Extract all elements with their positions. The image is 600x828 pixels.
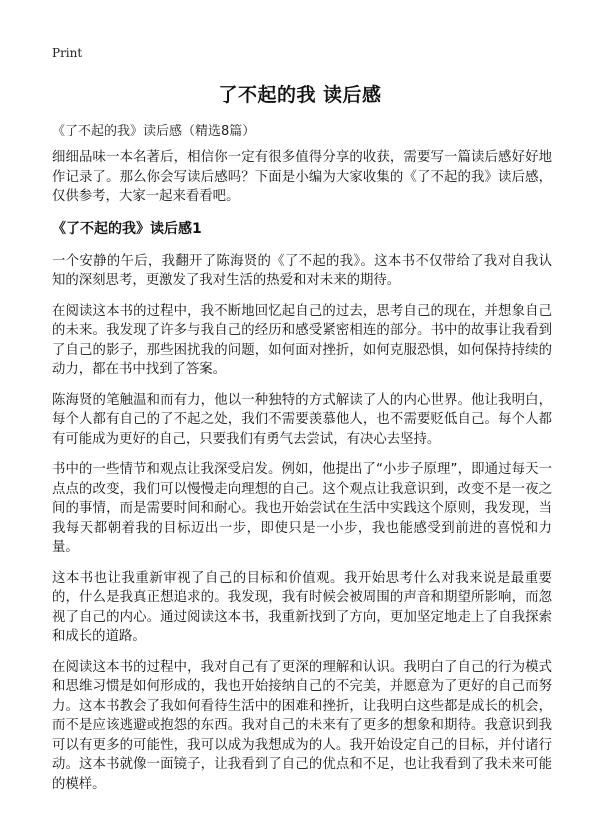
body-paragraph: 在阅读这本书的过程中，我对自己有了更深的理解和认识。我明白了自己的行为模式和思维习惯是如何形成的，我也开始接纳自己的不完美，并愿意为了更好的自己而努力。这本书教会了我如何看待生活中的困难和挫折，让我明白这些都是成长的机会，而不是应该逃避或抱怨的东西。我对自己的未来有了更多的想象和期待。我意识到我可以有更多的可能性，我可以成为我想成为的人。我开始设定自己的目标，并付诸行动。这本书就像一面镜子，让我看到了自己的优点和不足，也让我看到了我未来可能的模样。 bbox=[52, 659, 552, 792]
document-body bbox=[52, 148, 552, 805]
document-subtitle: 《了不起的我》读后感（精选8篇） bbox=[52, 124, 256, 139]
print-link[interactable]: Print bbox=[52, 46, 83, 60]
document-title: 了不起的我 读后感 bbox=[218, 84, 382, 106]
body-paragraph: 陈海贤的笔触温和而有力，他以一种独特的方式解读了人的内心世界。他让我明白，每个人都有自己的了不起之处，我们不需要羡慕他人，也不需要贬低自己。每个人都有可能成为更好的自己，只要我们有勇气去尝试，有决心去坚持。 bbox=[52, 392, 552, 447]
body-paragraph: 一个安静的午后，我翻开了陈海贤的《了不起的我》。这本书不仅带给了我对自我认知的深刻思考，更激发了我对生活的热爱和对未来的期待。 bbox=[52, 253, 552, 288]
body-paragraph: 在阅读这本书的过程中，我不断地回忆起自己的过去，思考自己的现在，并想象自己的未来。我发现了许多与我自己的经历和感受紧密相连的部分。书中的故事让我看到了自己的影子，那些困扰我的问题，如何面对挫折，如何克服恐惧，如何保持持续的动力，都在书中找到了答案。 bbox=[52, 303, 552, 377]
body-paragraph: 书中的一些情节和观点让我深受启发。例如，他提出了“小步子原理”，即通过每天一点点的改变，我们可以慢慢走向理想的自己。这个观点让我意识到，改变不是一夜之间的事情，而是需要时间和耐心。我也开始尝试在生活中实践这个原则，我发现，当我每天都朝着我的目标迈出一步，即使只是一小步，我也能感受到前进的喜悦和力量。 bbox=[52, 462, 552, 555]
intro-paragraph: 细细品味一本名著后，相信你一定有很多值得分享的收获，需要写一篇读后感好好地作记录了。那么你会写读后感吗？下面是小编为大家收集的《了不起的我》读后感，仅供参考，大家一起来看看吧。 bbox=[52, 150, 552, 204]
section-heading: 《了不起的我》读后感1 bbox=[52, 220, 202, 237]
body-paragraph: 这本书也让我重新审视了自己的目标和价值观。我开始思考什么对我来说是最重要的，什么是我真正想追求的。我发现，我有时候会被周围的声音和期望所影响，而忽视了自己的内心。通过阅读这本书，我重新找到了方向，更加坚定地走上了自我探索和成长的道路。 bbox=[52, 570, 552, 644]
